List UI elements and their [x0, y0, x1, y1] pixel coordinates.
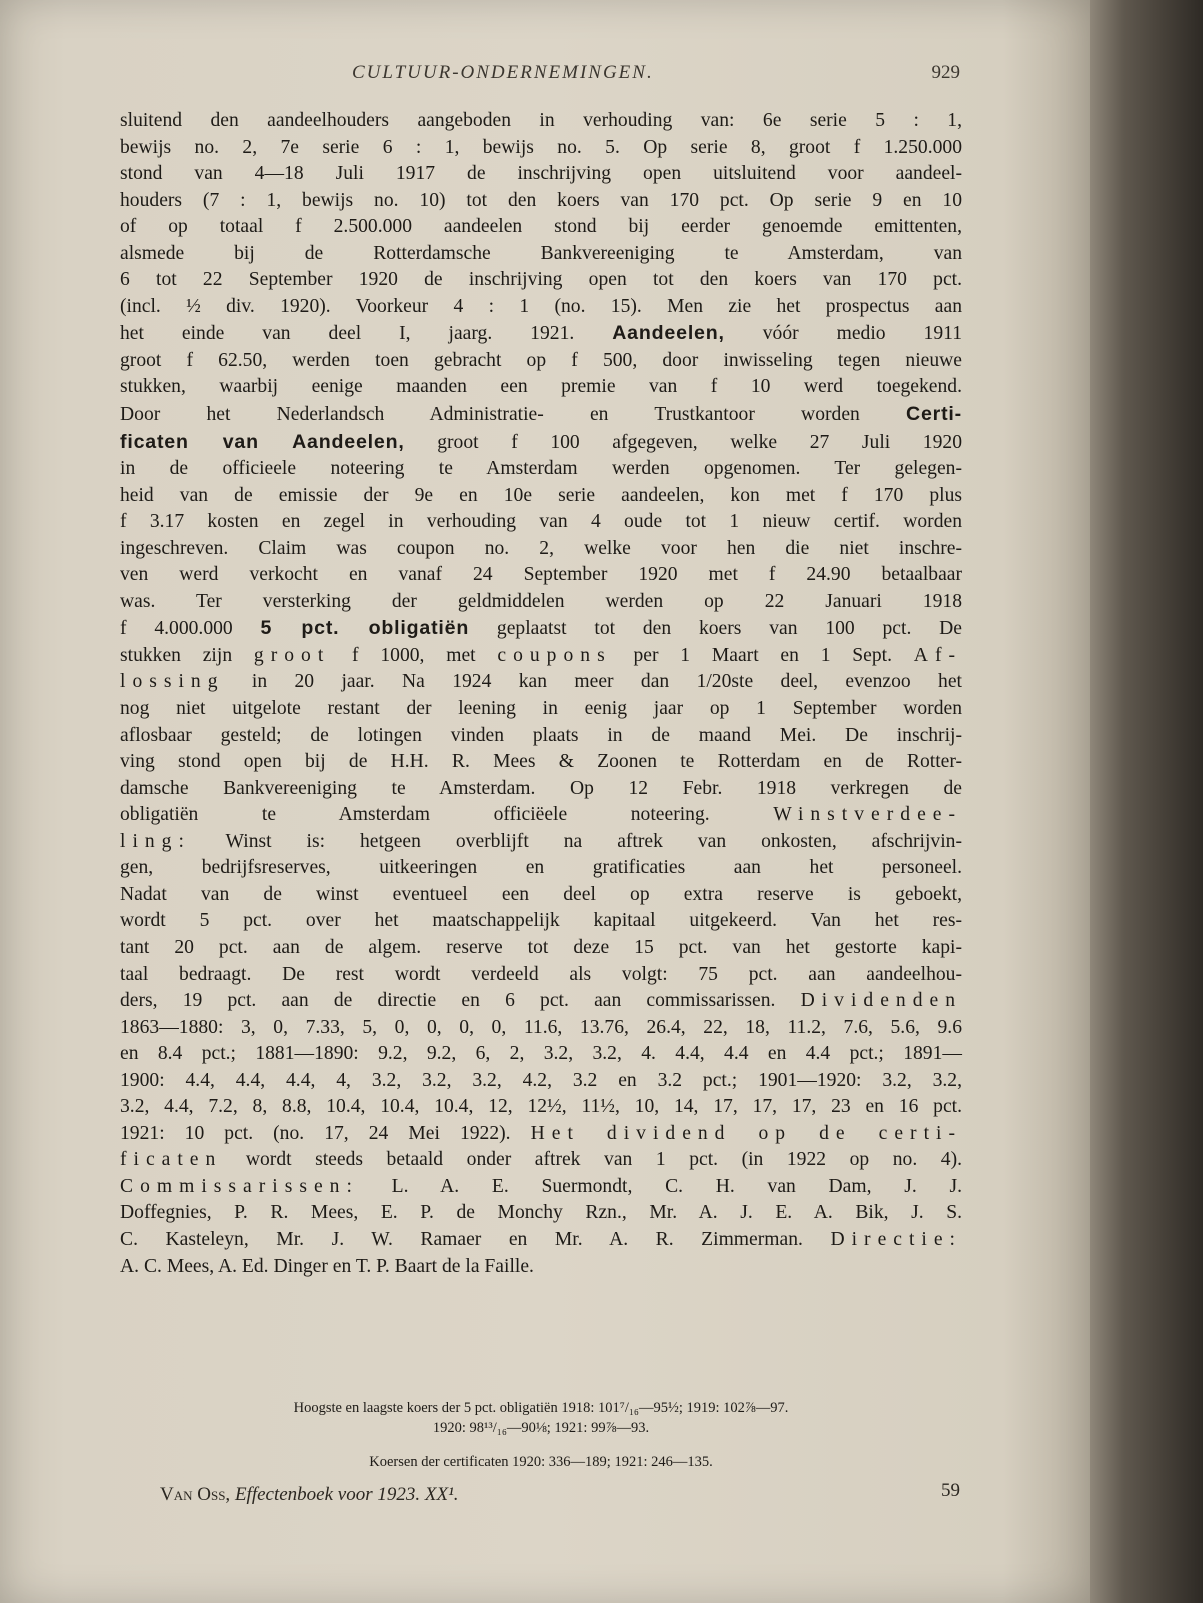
price-notes	[120, 1398, 962, 1472]
page-number: 929	[931, 62, 960, 83]
spaced-term: ficaten	[120, 1149, 223, 1171]
text-line: ingeschreven. Claim was coupon no. 2, welke voor hen die niet inschre-	[120, 537, 962, 559]
running-title: CULTUUR-ONDERNEMINGEN.	[352, 62, 654, 83]
text-run: stukken zijn	[120, 644, 254, 666]
text-line	[120, 802, 962, 829]
imprint	[160, 1484, 459, 1506]
text-line: Nadat van de winst eventueel een deel op extra reserve is geboekt,	[120, 883, 962, 905]
text-line	[120, 1121, 962, 1148]
spaced-term: ling:	[120, 830, 191, 852]
text-line: was. Ter versterking der geldmiddelen werden op 22 Januari 1918	[120, 590, 962, 612]
text-run: Winst is: hetgeen overblijft na aftrek van onkosten, afschrijvin-	[190, 830, 962, 852]
spaced-term: Commissarissen:	[120, 1175, 359, 1197]
heading-certificaten: Certi-	[906, 403, 962, 426]
text-run: C. Kasteleyn, Mr. J. W. Ramaer en Mr. A. R. Zimmerman.	[120, 1228, 831, 1250]
spaced-term: Het dividend op de certi-	[530, 1122, 962, 1144]
body-text	[120, 108, 962, 1280]
text-run: geplaatst tot den koers van 100 pct. De	[469, 618, 963, 640]
text-line: stond van 4—18 Juli 1917 de inschrijving open uitsluitend voor aandeel-	[120, 163, 962, 185]
text-line: Doffegnies, P. R. Mees, E. P. de Monchy Rzn., Mr. A. J. E. A. Bik, J. S.	[120, 1202, 962, 1224]
page-header	[120, 62, 960, 92]
text-line: aflosbaar gesteld; de lotingen vinden plaats in de maand Mei. De inschrij-	[120, 724, 962, 746]
text-line	[120, 669, 962, 696]
text-line: en 8.4 pct.; 1881—1890: 9.2, 9.2, 6, 2, 3.2, 3.2, 4. 4.4, 4.4 en 4.4 pct.; 1891—	[120, 1043, 962, 1065]
spaced-term: Af-	[913, 644, 962, 666]
page-footer	[160, 1480, 960, 1514]
spaced-term: Winstverdee-	[773, 804, 962, 826]
text-line	[120, 615, 962, 643]
heading-obligatien: 5 pct. obligatiën	[260, 617, 470, 640]
text-line: (incl. ½ div. 1920). Voorkeur 4 : 1 (no. 15). Men zie het prospectus aan	[120, 295, 962, 317]
text-line	[120, 1147, 962, 1174]
text-run: groot f 100 afgegeven, welke 27 Juli 1920	[404, 431, 962, 453]
note-line: Hoogste en laagste koers der 5 pct. obligatiën 1918: 101⁷/₁₆—95½; 1919: 102⅞—97.	[293, 1400, 789, 1416]
text-line: groot f 62.50, werden toen gebracht op f 500, door inwisseling tegen nieuwe	[120, 349, 962, 371]
text-run: wordt steeds betaald onder aftrek van 1 pct. (in 1922 op no. 4).	[222, 1149, 962, 1171]
text-line: 1900: 4.4, 4.4, 4.4, 4, 3.2, 3.2, 3.2, 4.2, 3.2 en 3.2 pct.; 1901—1920: 3.2, 3.2,	[120, 1069, 962, 1091]
text-line: damsche Bankvereeniging te Amsterdam. Op 12 Febr. 1918 verkregen de	[120, 777, 962, 799]
spaced-term: Dividenden	[800, 990, 962, 1012]
text-run: in 20 jaar. Na 1924 kan meer dan 1/20ste deel, evenzoo het	[224, 671, 962, 693]
text-run: ders, 19 pct. aan de directie en 6 pct. aan commissarissen.	[120, 990, 801, 1012]
text-line: heid van de emissie der 9e en 10e serie aandeelen, kon met f 170 plus	[120, 484, 962, 506]
heading-certificaten-cont: ficaten van Aandeelen,	[120, 430, 405, 453]
text-line: A. C. Mees, A. Ed. Dinger en T. P. Baart de la Faille.	[120, 1255, 534, 1277]
text-line	[120, 829, 962, 856]
text-line	[120, 643, 962, 670]
imprint-name: Van Oss,	[160, 1484, 235, 1505]
text-line: bewijs no. 2, 7e serie 6 : 1, bewijs no. 5. Op serie 8, groot f 1.250.000	[120, 136, 962, 158]
text-run: 1921: 10 pct. (no. 17, 24 Mei 1922).	[120, 1122, 531, 1144]
text-line: 3.2, 4.4, 7.2, 8, 8.8, 10.4, 10.4, 10.4, 12, 12½, 11½, 10, 14, 17, 17, 17, 23 en 16 pct.	[120, 1096, 962, 1118]
text-run: L. A. E. Suermondt, C. H. van Dam, J. J.	[358, 1175, 962, 1197]
text-line: ven werd verkocht en vanaf 24 September 1920 met f 24.90 betaalbaar	[120, 564, 962, 586]
text-run: f 4.000.000	[120, 618, 261, 640]
text-line: wordt 5 pct. over het maatschappelijk kapitaal uitgekeerd. Van het res-	[120, 910, 962, 932]
text-run: f 1000, met	[330, 644, 498, 666]
text-line: nog niet uitgelote restant der leening in eenig jaar op 1 September worden	[120, 698, 962, 720]
text-line: tant 20 pct. aan de algem. reserve tot deze 15 pct. van het gestorte kapi-	[120, 936, 962, 958]
text-line: gen, bedrijfsreserves, uitkeeringen en gratificaties aan het personeel.	[120, 857, 962, 879]
text-line: ving stond open bij de H.H. R. Mees & Zoonen te Rotterdam en de Rotter-	[120, 751, 962, 773]
text-run: het einde van deel I, jaarg. 1921.	[120, 323, 613, 345]
text-line: of op totaal f 2.500.000 aandeelen stond bij eerder genoemde emittenten,	[120, 216, 962, 238]
text-line: stukken, waarbij eenige maanden een premie van f 10 werd toegekend.	[120, 376, 962, 398]
text-line	[120, 401, 962, 429]
text-run: obligatiën te Amsterdam officiëele noteering.	[120, 804, 774, 826]
note-line: 1920: 98¹³/₁₆—90⅛; 1921: 99⅞—93.	[432, 1420, 650, 1436]
text-line: alsmede bij de Rotterdamsche Bankvereeniging te Amsterdam, van	[120, 242, 962, 264]
text-run: per 1 Maart en 1 Sept.	[611, 644, 914, 666]
text-line	[120, 1227, 962, 1254]
spaced-term: lossing	[120, 671, 225, 693]
text-line: sluitend den aandeelhouders aangeboden in verhouding van: 6e serie 5 : 1,	[120, 110, 962, 131]
book-spine	[1090, 0, 1203, 1603]
text-line	[120, 1174, 962, 1201]
text-line: 1863—1880: 3, 0, 7.33, 5, 0, 0, 0, 0, 11.6, 13.76, 26.4, 22, 18, 11.2, 7.6, 5.6, 9.6	[120, 1016, 962, 1038]
note-line: Koersen der certificaten 1920: 336—189; 1921: 246—135.	[369, 1454, 713, 1470]
spaced-term: coupons	[497, 644, 612, 666]
text-line	[120, 429, 962, 457]
text-line: houders (7 : 1, bewijs no. 10) tot den koers van 170 pct. Op serie 9 en 10	[120, 189, 962, 211]
text-line: 6 tot 22 September 1920 de inschrijving open tot den koers van 170 pct.	[120, 269, 962, 291]
text-line: taal bedraagt. De rest wordt verdeeld als volgt: 75 pct. aan aandeelhou-	[120, 963, 962, 985]
text-line	[120, 320, 962, 348]
text-line	[120, 988, 962, 1015]
imprint-title: Effectenboek voor 1923. XX¹.	[234, 1484, 459, 1505]
signature-mark: 59	[941, 1480, 960, 1501]
spaced-term: groot	[253, 644, 331, 666]
text-line: in de officieele noteering te Amsterdam werden opgenomen. Ter gelegen-	[120, 458, 962, 480]
spaced-term: Directie:	[830, 1228, 962, 1250]
text-run: vóór medio 1911	[724, 323, 963, 345]
text-run: Door het Nederlandsch Administratie- en Trustkantoor worden	[120, 404, 907, 426]
heading-aandeelen: Aandeelen,	[612, 322, 725, 345]
text-line: f 3.17 kosten en zegel in verhouding van 4 oude tot 1 nieuw certif. worden	[120, 511, 962, 533]
